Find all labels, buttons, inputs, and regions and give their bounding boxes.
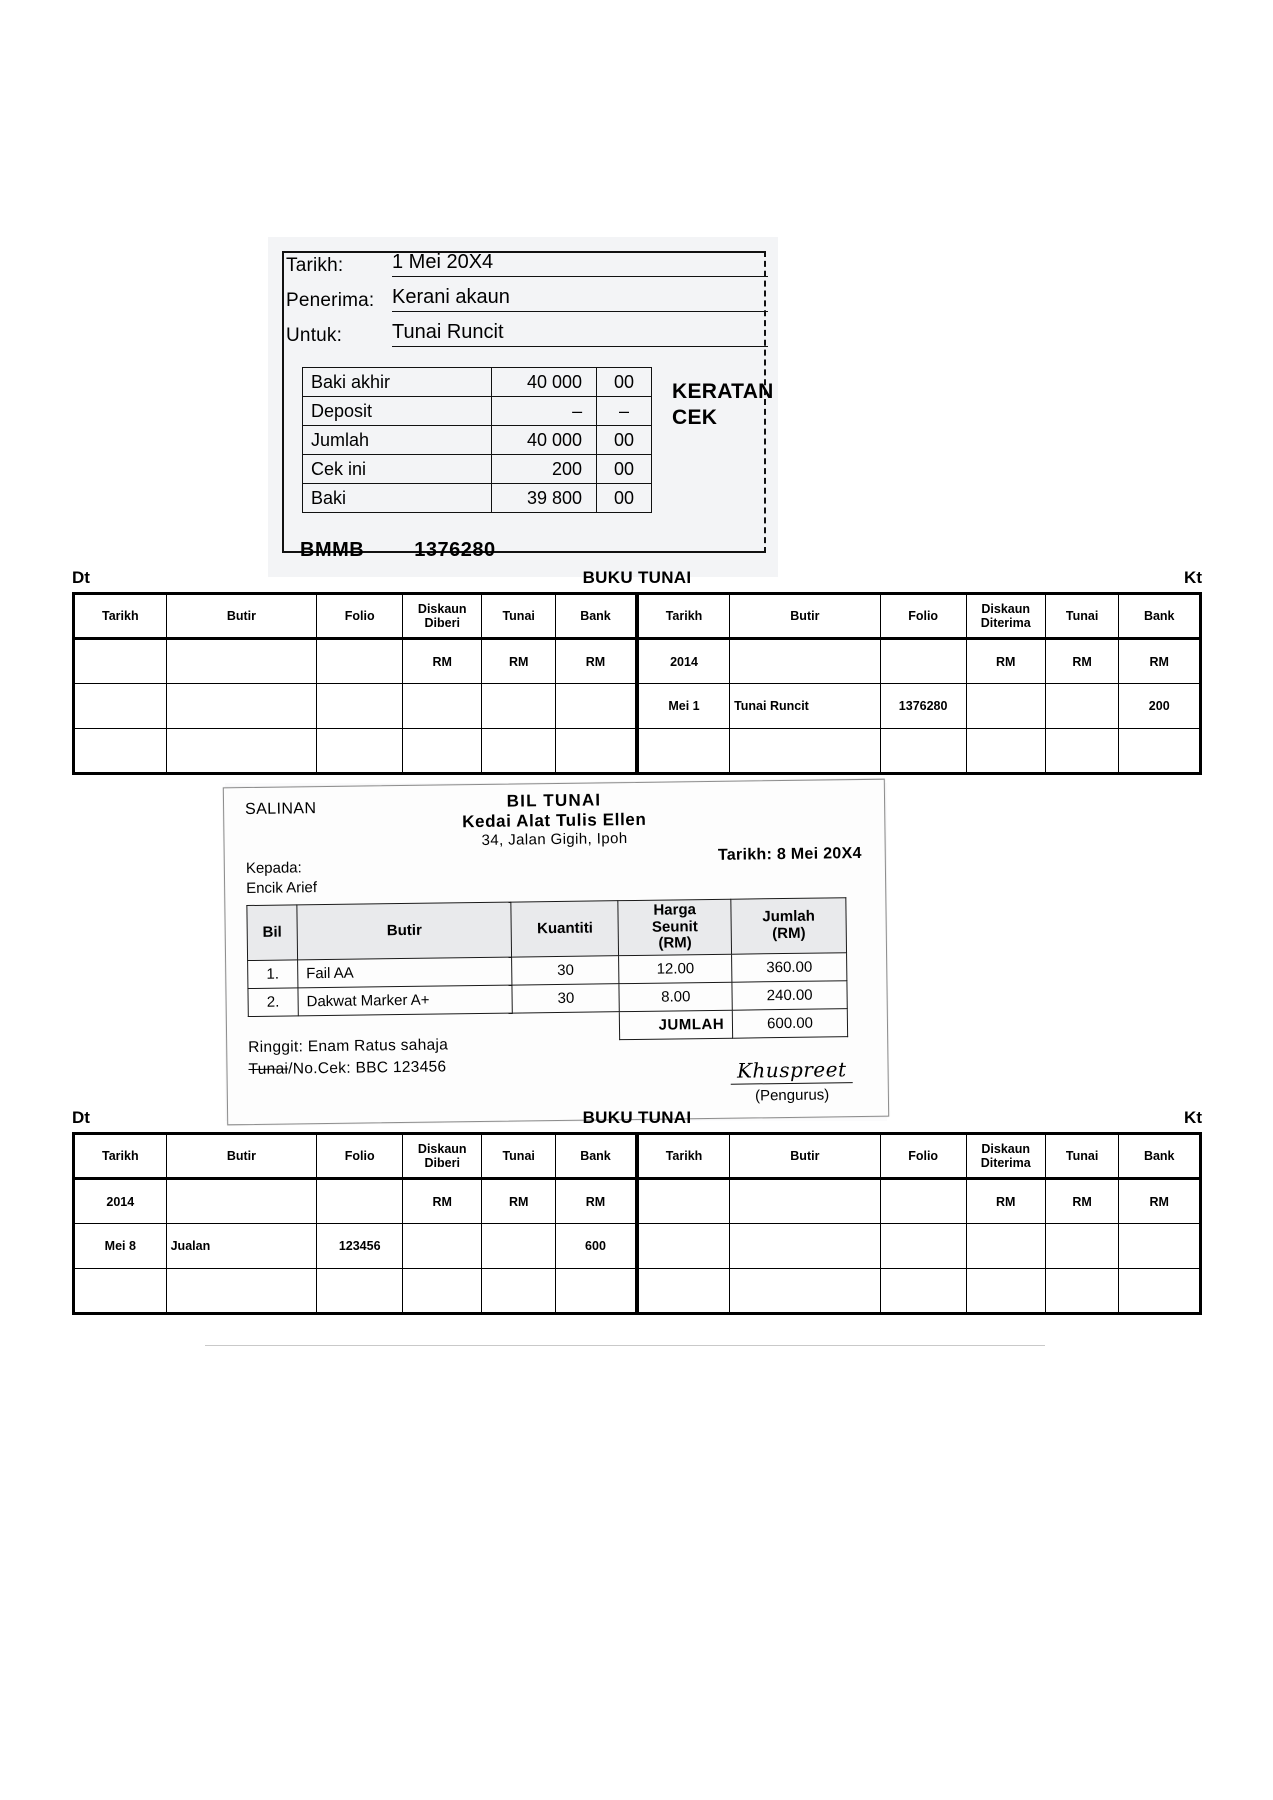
diskaun-word: Diskaun	[981, 601, 1031, 616]
cell-tarikh-kt[interactable]	[637, 1224, 730, 1269]
cell-folio-kt[interactable]	[880, 1269, 966, 1314]
cell-butir-kt[interactable]	[730, 729, 881, 774]
cell-bank-kt[interactable]	[1119, 1224, 1201, 1269]
cell-diskaun-dt[interactable]: RM	[403, 1179, 482, 1224]
cheque-field-penerima	[286, 286, 768, 312]
bill-item-amount: 240.00	[732, 980, 847, 1010]
ledger-2-title: BUKU TUNAI	[582, 1108, 692, 1127]
bill-shop-name: Kedai Alat Tulis Ellen	[462, 809, 647, 832]
cell-folio-kt[interactable]	[880, 1224, 966, 1269]
bill-recipient-label: Kepada:	[245, 859, 302, 878]
cell-butir-dt[interactable]: Jualan	[166, 1224, 317, 1269]
cell-diskaun-dt[interactable]	[403, 1224, 482, 1269]
cell-diskaun-kt[interactable]	[966, 1269, 1045, 1314]
bill-total-value: 600.00	[732, 1008, 847, 1038]
cell-tunai-kt[interactable]	[1045, 1269, 1119, 1314]
table-row	[74, 684, 1201, 729]
jumlah-line-1: Jumlah	[762, 907, 815, 926]
col-header-tunai-dt: Tunai	[482, 594, 556, 639]
cell-butir-kt[interactable]	[730, 1224, 881, 1269]
cheque-balance-table	[302, 367, 652, 513]
cell-butir-kt[interactable]: Tunai Runcit	[730, 684, 881, 729]
signature-icon: Khuspreet	[731, 1057, 853, 1085]
cell-bank-kt[interactable]: 200	[1119, 684, 1201, 729]
cheque-field-tarikh-label: Tarikh:	[286, 255, 344, 276]
cell-butir-kt[interactable]	[730, 1269, 881, 1314]
cell-bank-kt[interactable]: RM	[1119, 639, 1201, 684]
col-header-tarikh-kt: Tarikh	[637, 1134, 730, 1179]
col-header-bank-dt: Bank	[556, 594, 637, 639]
keratan-line-2: CEK	[672, 406, 718, 430]
cell-diskaun-dt[interactable]	[403, 729, 482, 774]
bill-col-kuantiti: Kuantiti	[511, 901, 619, 957]
cell-tunai-kt[interactable]	[1045, 684, 1119, 729]
bill-content	[223, 779, 889, 1126]
diskaun-word: Diskaun	[417, 1141, 467, 1156]
cheque-row-cents: 00	[597, 426, 652, 455]
cell-tunai-dt[interactable]	[482, 1269, 556, 1314]
cell-folio-dt[interactable]	[317, 1179, 403, 1224]
cheque-field-penerima-label: Penerima:	[286, 290, 375, 311]
cell-folio-kt[interactable]	[880, 1179, 966, 1224]
table-row	[303, 426, 652, 455]
bill-date: Tarikh: 8 Mei 20X4	[717, 844, 862, 864]
cheque-row-amount: 40 000	[492, 368, 597, 397]
diberi-word: Diberi	[424, 616, 460, 630]
cell-tunai-kt[interactable]: RM	[1045, 639, 1119, 684]
bill-col-butir: Butir	[297, 902, 512, 959]
ledger-1-debit-label: Dt	[72, 568, 90, 587]
diterima-word: Diterima	[980, 616, 1031, 630]
bill-item-no: 2.	[248, 987, 298, 1016]
bill-header	[223, 787, 886, 853]
col-header-bank-kt: Bank	[1119, 1134, 1201, 1179]
cell-diskaun-kt[interactable]: RM	[966, 1179, 1045, 1224]
cheque-row-cents: –	[597, 397, 652, 426]
harga-line-1: Harga	[653, 901, 697, 919]
col-header-tarikh-dt: Tarikh	[74, 594, 167, 639]
cell-diskaun-dt[interactable]	[403, 684, 482, 729]
cell-bank-dt[interactable]: 600	[556, 1224, 637, 1269]
cell-tunai-kt[interactable]: RM	[1045, 1179, 1119, 1224]
cell-tarikh-dt[interactable]	[74, 729, 167, 774]
bill-item-desc: Fail AA	[297, 957, 512, 988]
ledger-1-title: BUKU TUNAI	[582, 568, 692, 587]
cheque-bank-code: BMMB	[300, 539, 365, 561]
bill-item-qty: 30	[512, 955, 619, 984]
buku-tunai-ledger-2	[72, 1108, 1202, 1315]
bill-items-table	[246, 897, 848, 1044]
bill-item-unit-price: 8.00	[619, 982, 732, 1011]
col-header-diskaun-diberi	[403, 594, 482, 639]
table-row	[74, 1224, 1201, 1269]
bil-tunai-scan	[225, 783, 887, 1121]
cell-folio-dt[interactable]	[317, 684, 403, 729]
cell-butir-dt[interactable]	[166, 1179, 317, 1224]
table-row	[74, 1269, 1201, 1314]
bill-total-label: JUMLAH	[620, 1010, 733, 1039]
ledger-2-table	[72, 1132, 1202, 1315]
cell-bank-dt[interactable]: RM	[556, 639, 637, 684]
table-row	[74, 639, 1201, 684]
col-header-tunai-dt: Tunai	[482, 1134, 556, 1179]
table-row	[74, 729, 1201, 774]
cell-tunai-dt[interactable]: RM	[482, 639, 556, 684]
bill-item-amount: 360.00	[732, 952, 847, 982]
cheque-row-amount: 200	[492, 455, 597, 484]
bill-item-unit-price: 12.00	[619, 954, 732, 983]
col-header-diskaun-diterima	[966, 594, 1045, 639]
bill-item-desc: Dakwat Marker A+	[298, 985, 513, 1016]
cheque-field-untuk-value: Tunai Runcit	[392, 321, 768, 347]
bill-col-harga-seunit	[618, 899, 732, 955]
col-header-bank-kt: Bank	[1119, 594, 1201, 639]
cell-tarikh-kt[interactable]: 2014	[637, 639, 730, 684]
cell-tunai-dt[interactable]	[482, 684, 556, 729]
cheque-row-label: Deposit	[303, 397, 492, 426]
cheque-row-label: Baki akhir	[303, 368, 492, 397]
cheque-field-penerima-value: Kerani akaun	[392, 286, 768, 312]
ledger-1-header	[72, 568, 1202, 592]
cheque-number: 1376280	[414, 539, 496, 561]
col-header-bank-dt: Bank	[556, 1134, 637, 1179]
col-header-folio-dt: Folio	[317, 1134, 403, 1179]
cell-tarikh-kt[interactable]: Mei 1	[637, 684, 730, 729]
cell-folio-dt[interactable]: 123456	[317, 1224, 403, 1269]
cell-tunai-kt[interactable]	[1045, 729, 1119, 774]
cheque-stub-scan	[268, 237, 778, 577]
table-row	[303, 368, 652, 397]
bill-recipient-name: Encik Arief	[246, 879, 318, 898]
cheque-row-amount: 40 000	[492, 426, 597, 455]
cheque-row-cents: 00	[597, 455, 652, 484]
cheque-row-amount: –	[492, 397, 597, 426]
cell-butir-kt[interactable]	[730, 1179, 881, 1224]
cell-tarikh-dt[interactable]	[74, 684, 167, 729]
cell-folio-dt[interactable]	[317, 639, 403, 684]
cell-butir-dt[interactable]	[166, 684, 317, 729]
col-header-butir-kt: Butir	[730, 1134, 881, 1179]
cell-folio-kt[interactable]	[880, 729, 966, 774]
col-header-butir-kt: Butir	[730, 594, 881, 639]
cheque-field-untuk-label: Untuk:	[286, 325, 343, 346]
cell-butir-dt[interactable]	[166, 1269, 317, 1314]
col-header-folio-kt: Folio	[880, 594, 966, 639]
bill-shop-address: 34, Jalan Gigih, Ipoh	[481, 830, 628, 849]
bill-item-no: 1.	[248, 959, 298, 988]
bill-header-row	[247, 898, 847, 960]
harga-line-3: (RM)	[658, 934, 692, 952]
cell-tarikh-dt[interactable]	[74, 639, 167, 684]
diterima-word: Diterima	[980, 1156, 1031, 1170]
ledger-2-credit-label: Kt	[1184, 1108, 1202, 1127]
cell-bank-dt[interactable]	[556, 1269, 637, 1314]
cheque-row-label: Baki	[303, 484, 492, 513]
keratan-cek-annotation	[672, 379, 774, 432]
diberi-word: Diberi	[424, 1156, 460, 1170]
bill-payment-cheque-no: /No.Cek: BBC 123456	[288, 1058, 447, 1078]
cell-diskaun-kt[interactable]	[966, 729, 1045, 774]
table-row	[303, 397, 652, 426]
cell-bank-kt[interactable]: RM	[1119, 1179, 1201, 1224]
cheque-field-tarikh-value: 1 Mei 20X4	[392, 251, 768, 277]
cell-tunai-dt[interactable]: RM	[482, 1179, 556, 1224]
bill-payment-line	[248, 1057, 448, 1082]
col-header-tarikh-kt: Tarikh	[637, 594, 730, 639]
cheque-row-amount: 39 800	[492, 484, 597, 513]
bill-total-spacer-3	[513, 1011, 620, 1040]
cell-tarikh-kt[interactable]	[637, 729, 730, 774]
cell-diskaun-dt[interactable]: RM	[403, 639, 482, 684]
cell-tunai-dt[interactable]	[482, 729, 556, 774]
bill-recipient	[246, 858, 317, 899]
cell-tunai-kt[interactable]	[1045, 1224, 1119, 1269]
col-header-diskaun-diberi	[403, 1134, 482, 1179]
ledger-2-header	[72, 1108, 1202, 1132]
cheque-row-label: Jumlah	[303, 426, 492, 455]
cell-butir-dt[interactable]	[166, 639, 317, 684]
cheque-stub-fields	[286, 251, 768, 356]
col-header-tunai-kt: Tunai	[1045, 1134, 1119, 1179]
bill-copy-marker: SALINAN	[244, 800, 317, 819]
cell-butir-dt[interactable]	[166, 729, 317, 774]
ledger-2-debit-label: Dt	[72, 1108, 90, 1127]
col-header-diskaun-diterima	[966, 1134, 1045, 1179]
bill-item-qty: 30	[512, 983, 619, 1012]
cell-folio-dt[interactable]	[317, 729, 403, 774]
cheque-field-tarikh	[286, 251, 768, 277]
buku-tunai-ledger-1	[72, 568, 1202, 775]
bill-payment-strike-tunai: Tunai	[248, 1060, 289, 1079]
bill-title-text: BIL TUNAI	[506, 790, 602, 811]
col-header-butir-dt: Butir	[166, 1134, 317, 1179]
bill-col-jumlah	[731, 898, 847, 954]
col-header-butir-dt: Butir	[166, 594, 317, 639]
cell-diskaun-kt[interactable]	[966, 684, 1045, 729]
cell-tarikh-dt[interactable]	[74, 1269, 167, 1314]
cell-diskaun-kt[interactable]: RM	[966, 639, 1045, 684]
cheque-row-cents: 00	[597, 368, 652, 397]
col-header-tunai-kt: Tunai	[1045, 594, 1119, 639]
bill-signature-block	[731, 1057, 853, 1105]
cell-diskaun-kt[interactable]	[966, 1224, 1045, 1269]
col-header-tarikh-dt: Tarikh	[74, 1134, 167, 1179]
col-header-folio-kt: Folio	[880, 1134, 966, 1179]
ledger-1-credit-label: Kt	[1184, 568, 1202, 587]
cell-folio-dt[interactable]	[317, 1269, 403, 1314]
cell-bank-dt[interactable]	[556, 729, 637, 774]
cheque-row-cents: 00	[597, 484, 652, 513]
table-row	[74, 1179, 1201, 1224]
cell-tarikh-dt[interactable]: 2014	[74, 1179, 167, 1224]
harga-line-2: Seunit	[651, 917, 698, 936]
cell-folio-kt[interactable]: 1376280	[880, 684, 966, 729]
bill-signature-caption: (Pengurus)	[754, 1086, 830, 1105]
cheque-bank-line	[300, 539, 496, 562]
cell-tarikh-dt[interactable]: Mei 8	[74, 1224, 167, 1269]
page-footer-divider	[205, 1345, 1045, 1346]
cell-bank-kt[interactable]	[1119, 1269, 1201, 1314]
bill-col-bil: Bil	[247, 905, 298, 960]
bill-footer-text	[248, 1034, 449, 1082]
ledger-1-table	[72, 592, 1202, 775]
col-header-folio-dt: Folio	[317, 594, 403, 639]
cheque-field-untuk	[286, 321, 768, 347]
cheque-row-label: Cek ini	[303, 455, 492, 484]
table-row	[303, 484, 652, 513]
cell-folio-kt[interactable]	[880, 639, 966, 684]
cell-tarikh-kt[interactable]	[637, 1179, 730, 1224]
table-row	[303, 455, 652, 484]
bill-amount-in-words: Ringgit: Enam Ratus sahaja	[248, 1036, 449, 1057]
ledger-1-header-row	[74, 594, 1201, 639]
cell-bank-kt[interactable]	[1119, 729, 1201, 774]
cell-bank-dt[interactable]: RM	[556, 1179, 637, 1224]
diskaun-word: Diskaun	[981, 1141, 1031, 1156]
ledger-2-header-row	[74, 1134, 1201, 1179]
diskaun-word: Diskaun	[417, 601, 467, 616]
jumlah-line-2: (RM)	[772, 924, 806, 942]
keratan-line-1: KERATAN	[672, 380, 774, 403]
cell-butir-kt[interactable]	[730, 639, 881, 684]
cell-diskaun-dt[interactable]	[403, 1269, 482, 1314]
cell-tarikh-kt[interactable]	[637, 1269, 730, 1314]
cell-bank-dt[interactable]	[556, 684, 637, 729]
cell-tunai-dt[interactable]	[482, 1224, 556, 1269]
